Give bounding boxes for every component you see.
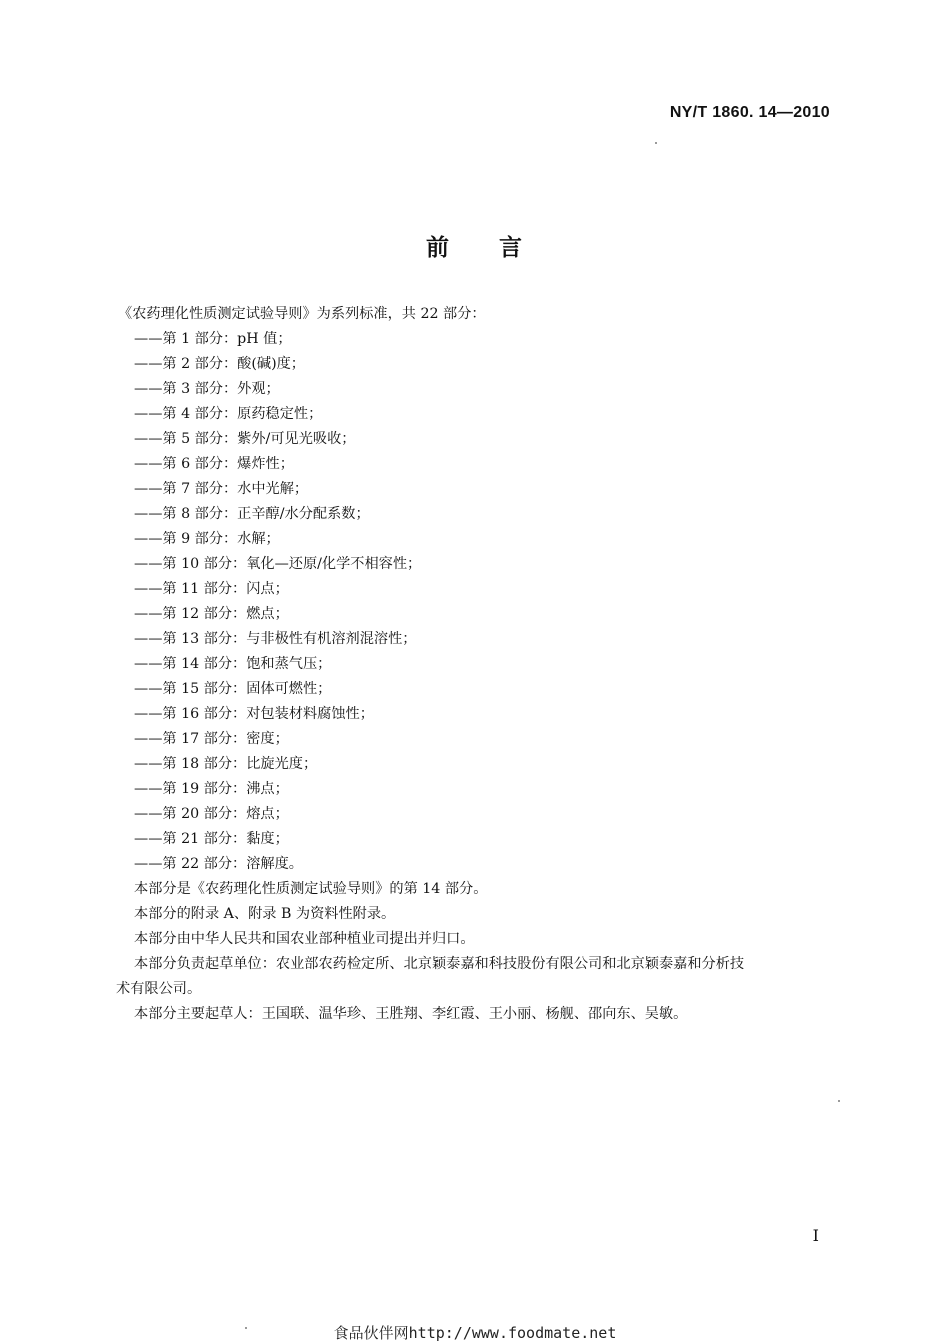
- title-char-1: 前: [426, 235, 451, 261]
- list-item: ——第 15 部分：固体可燃性；: [134, 681, 332, 697]
- statement-part-of: 本部分是《农药理化性质测定试验导则》的第 14 部分。: [134, 881, 488, 897]
- intro-paragraph: 《农药理化性质测定试验导则》为系列标准，共 22 部分：: [118, 306, 486, 322]
- list-item: ——第 6 部分：爆炸性；: [134, 456, 294, 472]
- statement-proposed-by: 本部分由中华人民共和国农业部种植业司提出并归口。: [134, 931, 475, 947]
- list-item: ——第 11 部分：闪点；: [134, 581, 289, 597]
- list-item: ——第 4 部分：原药稳定性；: [134, 406, 323, 422]
- list-item: ——第 8 部分：正辛醇/水分配系数；: [134, 506, 370, 522]
- standard-code: NY/T 1860. 14—2010: [669, 104, 830, 121]
- scan-speck: [838, 1100, 840, 1102]
- page-title: [0, 229, 950, 262]
- title-char-2: 言: [499, 235, 524, 261]
- statement-drafting-units-cont: 术有限公司。: [116, 981, 202, 997]
- list-item: ——第 21 部分：黏度；: [134, 831, 289, 847]
- list-item: ——第 12 部分：燃点；: [134, 606, 289, 622]
- list-item: ——第 16 部分：对包装材料腐蚀性；: [134, 706, 374, 722]
- list-item: ——第 18 部分：比旋光度；: [134, 756, 318, 772]
- list-item: ——第 5 部分：紫外/可见光吸收；: [134, 431, 356, 447]
- list-item: ——第 9 部分：水解；: [134, 531, 280, 547]
- list-item: ——第 14 部分：饱和蒸气压；: [134, 656, 332, 672]
- statement-drafting-units: 本部分负责起草单位：农业部农药检定所、北京颖泰嘉和科技股份有限公司和北京颖泰嘉和分析技: [134, 956, 745, 972]
- scan-speck: [245, 1327, 247, 1329]
- list-item: ——第 22 部分：溶解度。: [134, 856, 303, 872]
- list-item: ——第 19 部分：沸点；: [134, 781, 289, 797]
- statement-drafters: 本部分主要起草人：王国联、温华珍、王胜翔、李红霞、王小丽、杨舰、邵向东、吴敏。: [134, 1006, 688, 1022]
- list-item: ——第 1 部分：pH 值；: [134, 331, 292, 347]
- list-item: ——第 17 部分：密度；: [134, 731, 289, 747]
- scan-speck: [655, 142, 657, 144]
- list-item: ——第 13 部分：与非极性有机溶剂混溶性；: [134, 631, 417, 647]
- foreword-body: [116, 302, 834, 1027]
- list-item: ——第 7 部分：水中光解；: [134, 481, 309, 497]
- list-item: ——第 20 部分：熔点；: [134, 806, 289, 822]
- statement-appendix: 本部分的附录 A、附录 B 为资料性附录。: [134, 906, 396, 922]
- footer-watermark: 食品伙伴网http://www.foodmate.net: [333, 1324, 617, 1342]
- list-item: ——第 2 部分：酸(碱)度；: [134, 356, 305, 372]
- page-number: I: [812, 1226, 819, 1245]
- list-item: ——第 3 部分：外观；: [134, 381, 280, 397]
- list-item: ——第 10 部分：氧化—还原/化学不相容性；: [134, 556, 422, 572]
